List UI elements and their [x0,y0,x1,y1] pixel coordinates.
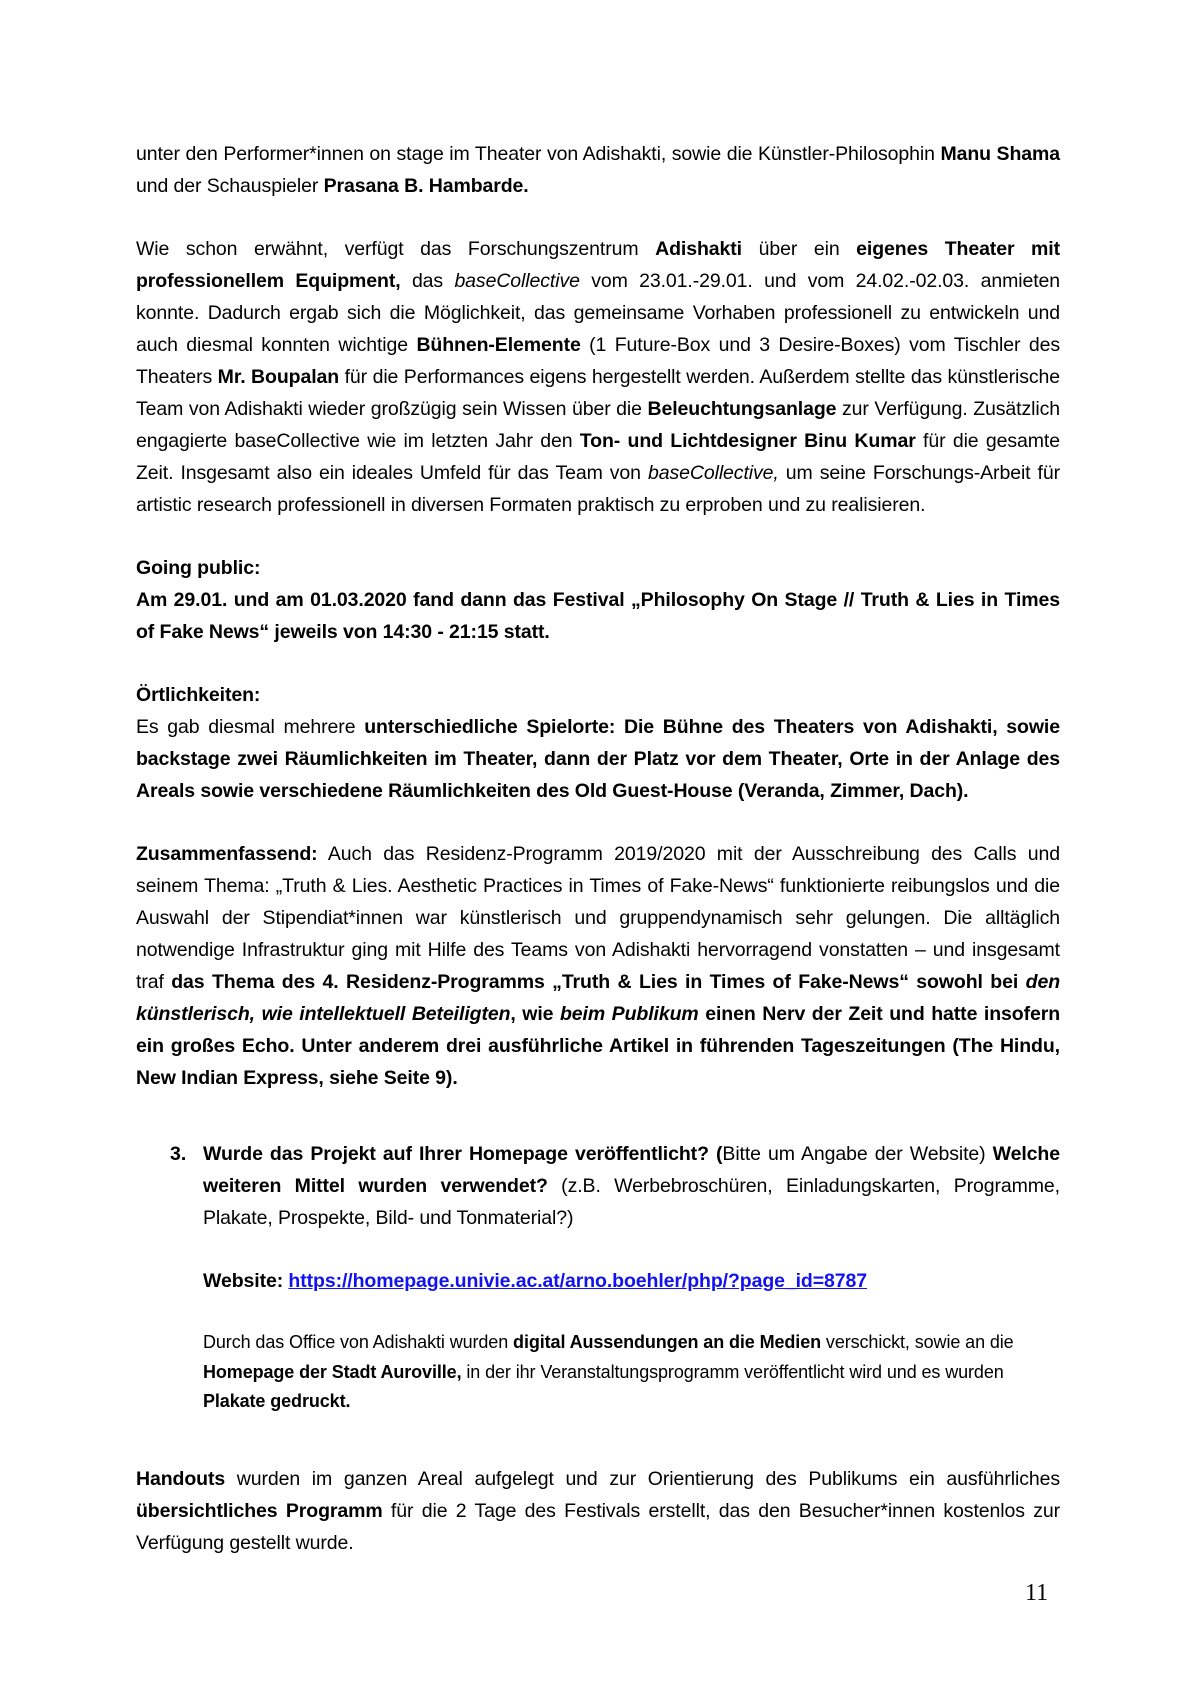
text-run: Website: [203,1270,289,1292]
text-run: das [400,270,455,292]
paragraph-summary [136,838,1060,1094]
going-public-heading [136,552,1060,584]
text-run: baseCollective [454,270,580,292]
text-run: das Thema des 4. Residenz-Programms „Truth & Lies in Times of Fake-News“ sowohl bei [171,971,1026,993]
text-run: Am 29.01. und am 01.03.2020 fand dann das Festival „Philosophy On Stage // Truth & Lies in Times of Fake News“ jeweils von 14:30 - 21:15 statt. [136,589,1060,643]
text-run: Wie schon erwähnt, verfügt das Forschungszentrum [136,238,656,260]
paragraph-performers [136,138,1060,202]
text-run: Auch das Residenz-Programm 2019/2020 mit der Ausschreibung des Calls und seinem Thema: „Truth & Lies. Aesthetic Practices in Times of Fake-News“ funktionierte reibungslos und die Auswahl der Stipendiat*innen war künstlerisch und gruppendynamisch sehr gelungen. Die alltäglich notwendige Infrastruktur ging mit Hilfe des Teams von Adishakti hervorragend vonstatten – und insgesamt traf [136,843,1060,993]
paragraph-media-distribution [203,1328,1049,1417]
text-run: Homepage der Stadt Auroville, [203,1361,462,1382]
website-link[interactable]: https://homepage.univie.ac.at/arno.boehler/php/?page_id=8787 [288,1270,868,1292]
text-run: Beleuchtungsanlage [647,398,837,420]
paragraph-theater-equipment [136,233,1060,521]
text-run: Going public: [136,557,261,579]
paragraph-handouts [136,1463,1060,1559]
text-run: Adishakti [655,238,742,260]
text-run: beim Publikum [560,1003,699,1025]
question-3 [170,1138,1060,1234]
text-run: (z.B. Werbebroschüren, Einladungskarten, Programme, Plakate, Prospekte, Bild- und Tonmaterial?) [203,1175,1060,1229]
text-run: verschickt, sowie an die [821,1332,1014,1352]
text-run: Wurde das Projekt auf Ihrer Homepage veröffentlicht? ( [203,1143,723,1165]
text-run: (1 Future-Box und 3 Desire-Boxes) vom Tischler des Theaters [136,334,1060,388]
text-run: baseCollective, [647,462,779,484]
text-run: eigenes Theater mit professionellem Equipment, [136,238,1060,292]
text-run: einen Nerv der Zeit und hatte insofern ein großes Echo. Unter anderem drei ausführliche Artikel in führenden Tageszeitungen (The Hindu, New Indian Express, siehe Seite 9). [136,1003,1061,1089]
text-run: unter den Performer*innen on stage im Theater von Adishakti, sowie die Künstler-Philosophin [136,143,941,165]
text-run: in der ihr Veranstaltungsprogramm veröffentlicht wird und es wurden [461,1361,1004,1382]
text-run: und der Schauspieler [136,175,324,197]
text-run: Zusammenfassend: [136,843,318,865]
going-public-body [136,584,1060,648]
question-text [203,1138,1060,1234]
text-run: Bitte um Angabe der Website) [722,1143,993,1165]
locations-heading [136,679,1060,711]
text-run: über ein [742,238,857,260]
text-run: für die gesamte Zeit. Insgesamt also ein ideales Umfeld für das Team von [136,430,1060,484]
text-run: unterschiedliche Spielorte: Die Bühne des Theaters von Adishakti, sowie backstage zwei Räumlichkeiten im Theater, dann der Platz vor dem Theater, Orte in der Anlage des Areals sowie verschiedene Räumlichkeiten des Old Guest-House (Veranda, Zimmer, Dach). [136,716,1060,802]
text-run: Örtlichkeiten: [136,684,261,706]
page-number: 11 [1025,1580,1049,1606]
section-locations [136,679,1060,807]
text-run: Mr. Boupalan [217,366,340,388]
text-run: für die Performances eigens hergestellt werden. Außerdem stellte das künstlerische Team von Adishakti wieder großzügig sein Wissen über die [136,366,1060,420]
text-run: Prasana B. Hambarde. [323,175,529,197]
text-run: Handouts [136,1467,226,1490]
text-run: Welche weiteren Mittel wurden verwendet? [203,1143,1060,1197]
text-run: den künstlerisch, wie intellektuell Beteiligten [136,971,1061,1025]
text-run: zur Verfügung. Zusätzlich engagierte baseCollective wie im letzten Jahr den [136,398,1060,452]
website-line [203,1265,1060,1297]
text-run: , wie [510,1003,560,1025]
text-run: für die 2 Tage des Festivals erstellt, das den Besucher*innen kostenlos zur Verfügung gestellt wurde. [136,1499,1060,1554]
report-page [136,138,1060,1590]
text-run: Manu Shama [940,143,1060,165]
text-run: Plakate gedruckt. [203,1391,351,1411]
text-run: übersichtliches Programm [136,1499,383,1522]
text-run: vom 23.01.-29.01. und vom 24.02.-02.03. anmieten konnte. Dadurch ergab sich die Möglichkeit, das gemeinsame Vorhaben professionell zu entwickeln und auch diesmal konnten wichtige [136,270,1060,356]
question-number: 3. [170,1143,187,1165]
locations-body [136,711,1060,807]
text-run: Durch das Office von Adishakti wurden [203,1332,514,1352]
text-run: Ton- und Lichtdesigner Binu Kumar [579,430,916,452]
text-run: Bühnen-Elemente [416,334,581,356]
text-run: Es gab diesmal mehrere [136,716,365,738]
section-going-public [136,552,1060,648]
text-run: um seine Forschungs-Arbeit für artistic research professionell in diversen Formaten praktisch zu erproben und zu realisieren. [136,462,1060,516]
text-run: digital Aussendungen an die Medien [513,1332,822,1352]
text-run: wurden im ganzen Areal aufgelegt und zur Orientierung des Publikums ein ausführliches [225,1467,1060,1490]
